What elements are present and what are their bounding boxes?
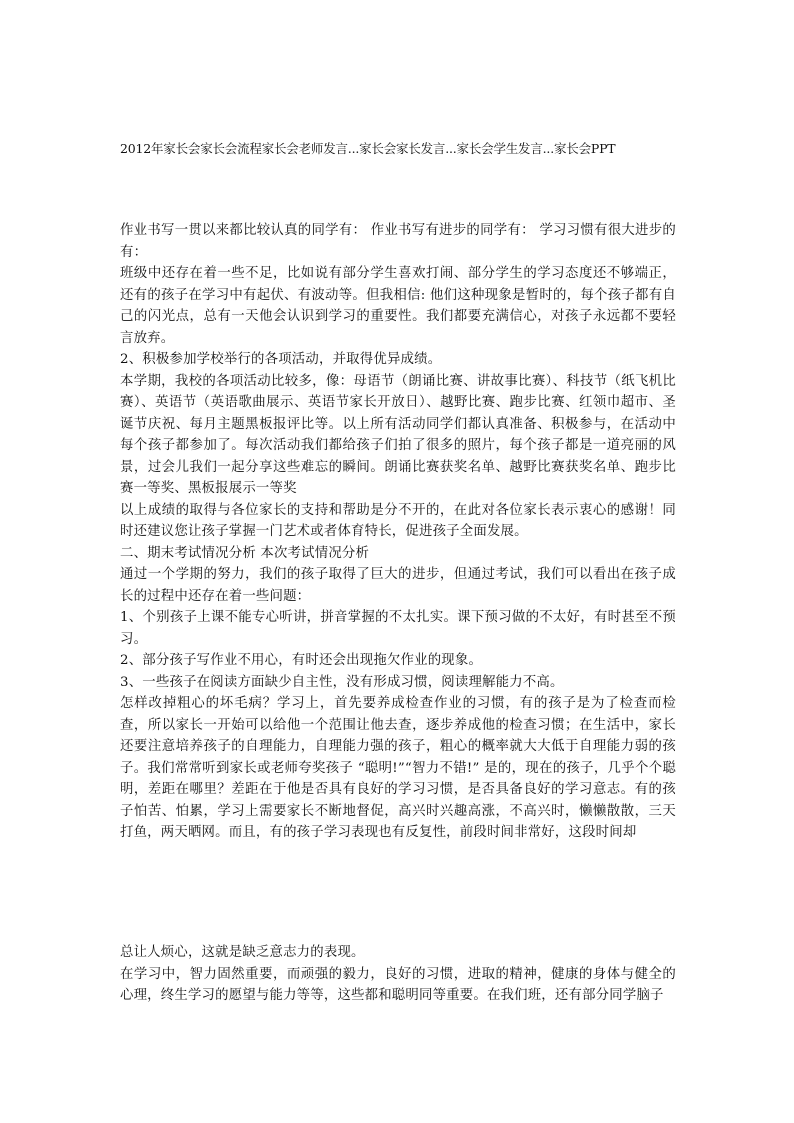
section-heading-exam-analysis: 二、期末考试情况分析 本次考试情况分析	[120, 545, 370, 561]
paragraph-exam-intro: 通过一个学期的努力，我们的孩子取得了巨大的进步，但通过考试，我们可以看出在孩子成长的过程中还存在着一些问题：	[120, 567, 676, 604]
paragraph-homework-students: 作业书写一贯以来都比较认真的同学有： 作业书写有进步的同学有： 学习习惯有很大进步的有：	[120, 223, 676, 260]
paragraph-thanks: 以上成绩的取得与各位家长的支持和帮助是分不开的，在此对各位家长表示衷心的感谢！同时还建议您让孩子掌握一门艺术或者体育特长，促进孩子全面发展。	[120, 502, 676, 539]
paragraph-shortcomings: 班级中还存在着一些不足，比如说有部分学生喜欢打闹、部分学生的学习态度还不够端正，还有的孩子在学习中有起伏、有波动等。但我相信: 他们这种现象是暂时的，每个孩子都有自己的闪光点，总有一天他会认识到学习的重要性。我们都要充满信心，对孩子永远都不要轻言放弃。	[120, 266, 676, 346]
paragraph-activities-heading: 2、积极参加学校举行的各项活动，并取得优异成绩。	[120, 352, 442, 367]
body-text-section-2	[120, 942, 676, 1007]
paragraph-willpower: 总让人烦心，这就是缺乏意志力的表现。	[120, 945, 365, 960]
paragraph-activities: 本学期，我校的各项活动比较多，像：母语节（朗诵比赛、讲故事比赛）、科技节（纸飞机比赛）、英语节（英语歌曲展示、英语节家长开放日）、越野比赛、跑步比赛、红领巾超市、圣诞节庆祝、每月主题黑板报评比等。以上所有活动同学们都认真准备、积极参与，在活动中每个孩子都参加了。每次活动我们都给孩子们拍了很多的照片，每个孩子都是一道亮丽的风景，过会儿我们一起分享这些难忘的瞬间。朗诵比赛获奖名单、越野比赛获奖名单、跑步比赛一等奖、黑板报展示一等奖	[120, 373, 676, 496]
body-text-section-1	[120, 220, 676, 844]
list-item-problem-3: 3、一些孩子在阅读方面缺少自主性，没有形成习惯，阅读理解能力不高。	[120, 674, 564, 690]
list-item-problem-2: 2、部分孩子写作业不用心，有时还会出现拖欠作业的现象。	[120, 653, 483, 668]
paragraph-learning-qualities: 在学习中，智力固然重要，而顽强的毅力，良好的习惯，进取的精神，健康的身体与健全的心理，终生学习的愿望与能力等等，这些都和聪明同等重要。在我们班，还有部分同学脑子	[120, 966, 676, 1003]
document-title: 2012年家长会家长会流程家长会老师发言...家长会家长发言...家长会学生发言...家长会PPT	[120, 141, 616, 156]
list-item-problem-1: 1、个别孩子上课不能专心听讲，拼音掌握的不太扎实。课下预习做的不太好，有时甚至不预习。	[120, 610, 676, 647]
paragraph-carelessness: 怎样改掉粗心的坏毛病？学习上，首先要养成检查作业的习惯，有的孩子是为了检查而检查，所以家长一开始可以给他一个范围让他去查，逐步养成他的检查习惯；在生活中，家长还要注意培养孩子的自理能力，自理能力强的孩子，粗心的概率就大大低于自理能力弱的孩子。我们常常听到家长或老师夸奖孩子 “聪明!”“智力不错!” 是的，现在的孩子，几乎个个聪明，差距在哪里？差距在于他是否具有良好的学习习惯，是否具备良好的学习意志。有的孩子怕苦、怕累，学习上需要家长不断地督促，高兴时兴趣高涨，不高兴时，懒懒散散，三天打鱼，两天晒网。而且，有的孩子学习表现也有反复性，前段时间非常好，这段时间却	[120, 696, 676, 840]
